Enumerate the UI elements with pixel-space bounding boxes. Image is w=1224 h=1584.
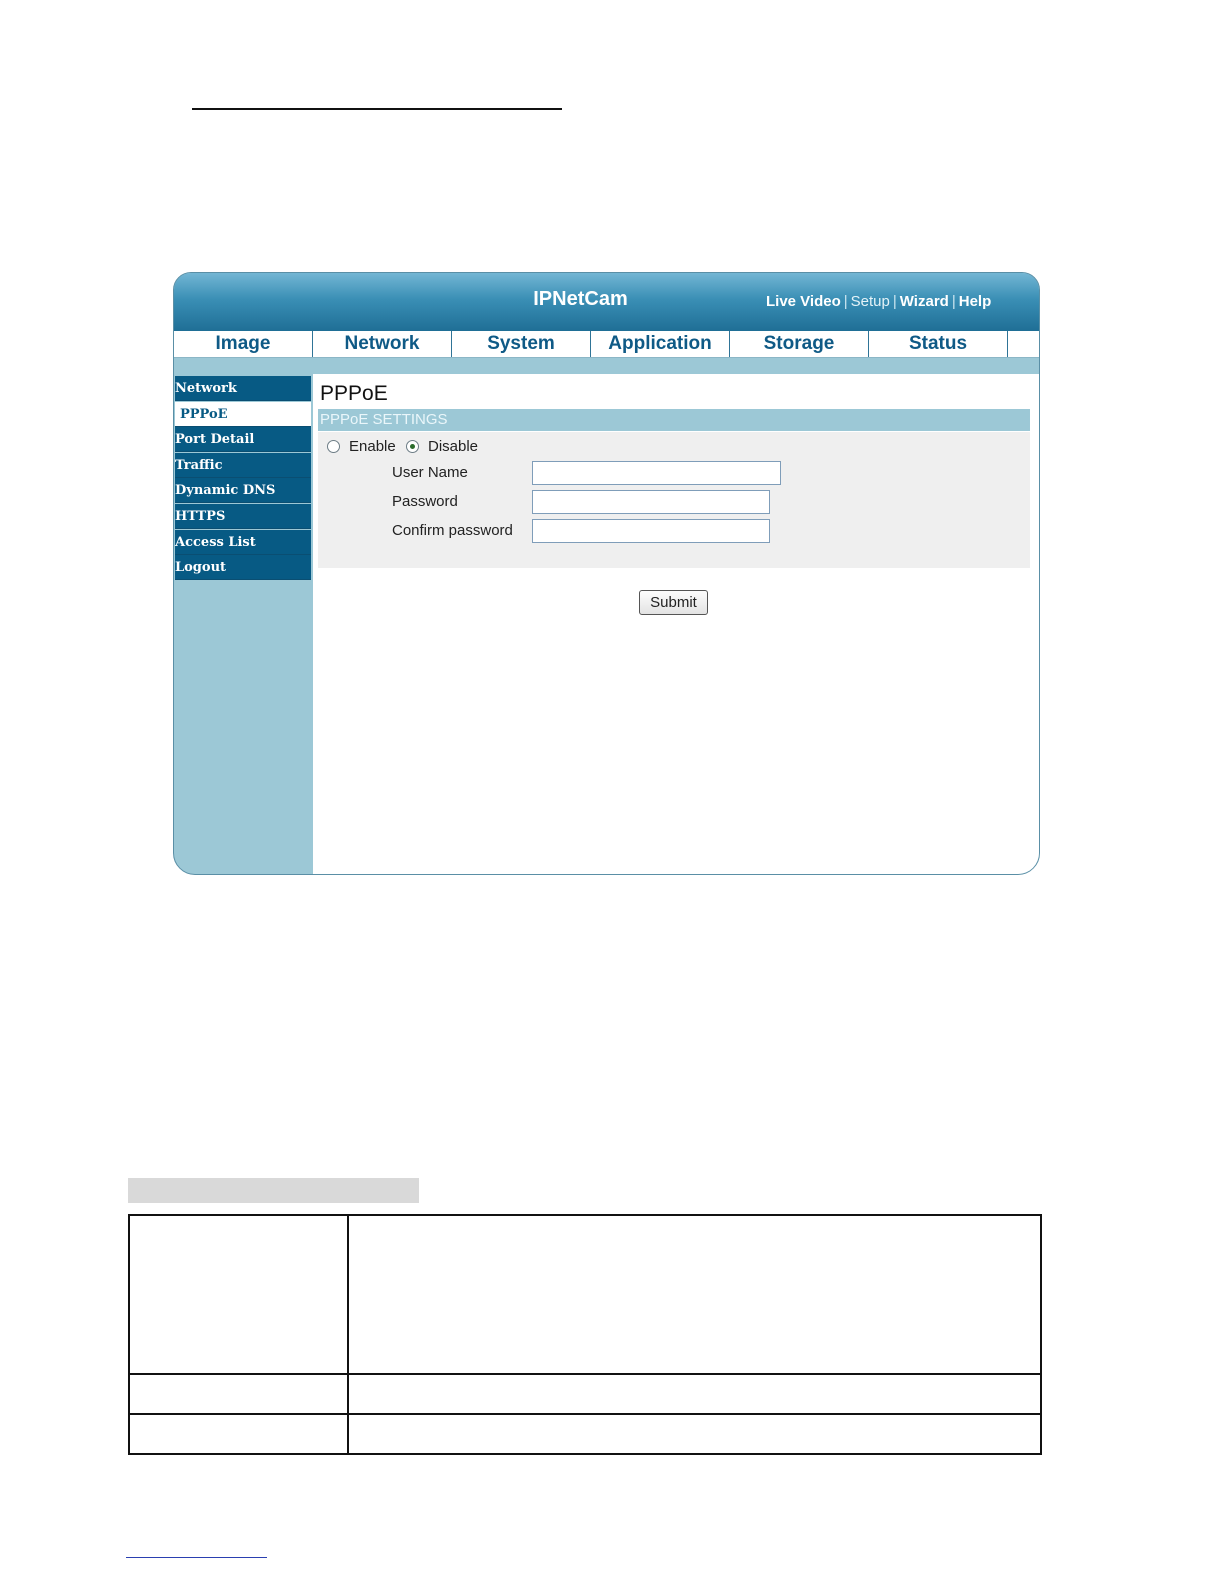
table-row-divider bbox=[130, 1373, 1040, 1375]
tab-status[interactable]: Status bbox=[869, 331, 1008, 357]
page-title: PPPoE bbox=[320, 382, 388, 405]
content-pane bbox=[313, 374, 1040, 875]
tab-system[interactable]: System bbox=[452, 331, 591, 357]
enable-label: Enable bbox=[349, 438, 396, 455]
tab-application[interactable]: Application bbox=[591, 331, 730, 357]
tab-storage[interactable]: Storage bbox=[730, 331, 869, 357]
app-title-text: IPNetCam bbox=[533, 288, 628, 310]
description-table bbox=[128, 1214, 1042, 1455]
wizard-link[interactable]: Wizard bbox=[899, 293, 949, 310]
main-tab-bar bbox=[174, 331, 1039, 358]
live-video-link[interactable]: Live Video bbox=[766, 293, 841, 310]
confirm-password-label: Confirm password bbox=[392, 522, 513, 539]
link-separator: | bbox=[843, 293, 848, 310]
footer-link-underline bbox=[126, 1557, 267, 1558]
disable-label: Disable bbox=[428, 438, 479, 455]
tab-underline-strip bbox=[174, 358, 1039, 374]
section-header: PPPoE SETTINGS bbox=[318, 409, 1030, 431]
user-name-input[interactable] bbox=[532, 461, 781, 485]
submit-button[interactable]: Submit bbox=[639, 590, 708, 615]
sidebar-item-pppoe[interactable]: PPPoE bbox=[175, 402, 311, 427]
pppoe-settings-panel bbox=[318, 432, 1030, 568]
sidebar-item-dynamic-dns[interactable]: Dynamic DNS bbox=[175, 478, 311, 503]
sidebar-item-https[interactable]: HTTPS bbox=[175, 504, 311, 529]
help-link[interactable]: Help bbox=[958, 293, 992, 310]
sidebar-item-logout[interactable]: Logout bbox=[175, 555, 311, 580]
disable-radio[interactable] bbox=[406, 440, 419, 453]
user-name-label: User Name bbox=[392, 464, 468, 481]
table-column-divider bbox=[347, 1216, 349, 1453]
sidebar-item-network[interactable]: Network bbox=[175, 376, 311, 401]
sidebar bbox=[175, 376, 311, 581]
document-top-rule bbox=[192, 108, 562, 110]
top-links bbox=[766, 293, 991, 310]
password-label: Password bbox=[392, 493, 458, 510]
tab-image[interactable]: Image bbox=[174, 331, 313, 357]
password-input[interactable] bbox=[532, 490, 770, 514]
tab-network[interactable]: Network bbox=[313, 331, 452, 357]
link-separator: | bbox=[892, 293, 897, 310]
table-caption-bar bbox=[128, 1178, 419, 1203]
sidebar-item-port-detail[interactable]: Port Detail bbox=[175, 427, 311, 452]
sidebar-item-traffic[interactable]: Traffic bbox=[175, 453, 311, 478]
link-separator: | bbox=[951, 293, 956, 310]
enable-radio[interactable] bbox=[327, 440, 340, 453]
sidebar-item-access-list[interactable]: Access List bbox=[175, 530, 311, 555]
camera-ui-window bbox=[173, 272, 1040, 875]
table-row-divider bbox=[130, 1413, 1040, 1415]
confirm-password-input[interactable] bbox=[532, 519, 770, 543]
app-header bbox=[174, 273, 1039, 333]
setup-link[interactable]: Setup bbox=[850, 293, 890, 310]
